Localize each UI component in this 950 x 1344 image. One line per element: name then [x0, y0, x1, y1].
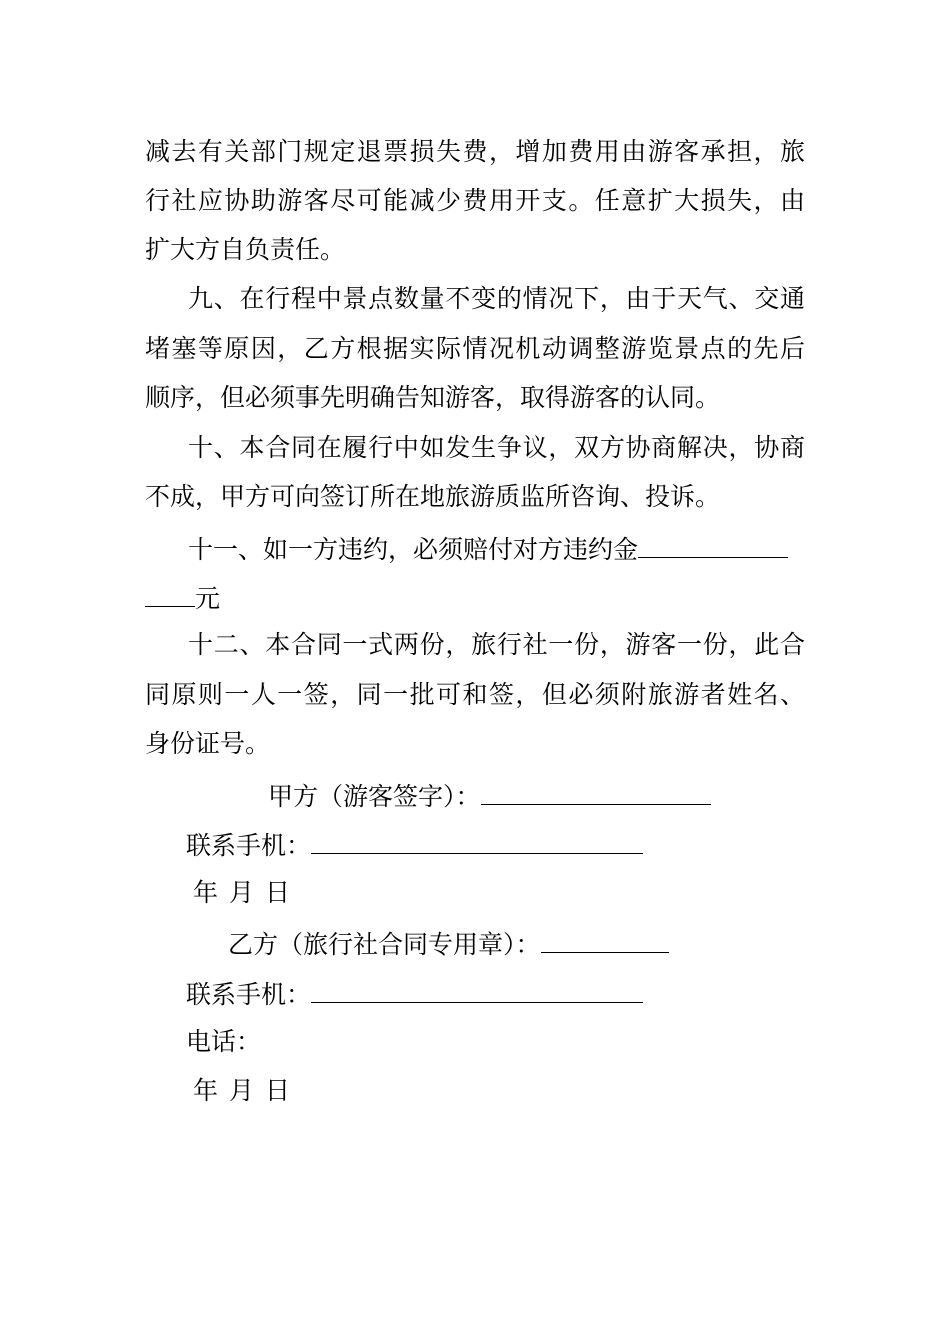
- currency-unit: 元: [195, 584, 221, 613]
- party-b-year: 年: [193, 1076, 219, 1105]
- party-b-phone-row: [186, 972, 643, 1012]
- clause-12-line-2: 同原则一人一签，同一批可和签，但必须附旅游者姓名、: [145, 680, 805, 709]
- party-a-signature-field[interactable]: [481, 774, 711, 805]
- party-b-tel-row: [186, 1022, 261, 1062]
- party-b-phone-label: 联系手机：: [186, 980, 312, 1009]
- penalty-amount-blank[interactable]: [638, 527, 788, 558]
- party-b-seal-field[interactable]: [541, 922, 669, 953]
- party-a-day: 日: [265, 878, 291, 907]
- clause-12-line-3: 身份证号。: [145, 729, 271, 758]
- party-a-phone-label: 联系手机：: [186, 831, 312, 860]
- party-b-day: 日: [265, 1076, 291, 1105]
- clause-12-line-1: 十二、本合同一式两份，旅行社一份，游客一份，此合: [188, 630, 805, 659]
- party-b-phone-field[interactable]: [311, 972, 643, 1003]
- party-b-seal-row: [228, 922, 669, 962]
- clause-8-line-2: 行社应协助游客尽可能减少费用开支。任意扩大损失，由: [145, 186, 805, 215]
- party-a-label: 甲方（游客签字）：: [268, 782, 481, 811]
- party-b-tel-label: 电话：: [186, 1027, 262, 1056]
- clause-9-line-1: 九、在行程中景点数量不变的情况下，由于天气、交通: [188, 284, 805, 313]
- party-a-year: 年: [193, 878, 219, 907]
- clause-8-line-1: 减去有关部门规定退票损失费，增加费用由游客承担，旅: [145, 137, 805, 166]
- party-b-date: [193, 1071, 301, 1111]
- clause-9-line-2: 堵塞等原因，乙方根据实际情况机动调整游览景点的先后: [145, 334, 805, 363]
- party-b-label: 乙方（旅行社合同专用章）：: [228, 930, 541, 959]
- clause-10-line-1: 十、本合同在履行中如发生争议，双方协商解决，协商: [188, 433, 805, 462]
- clause-11-line-2: [145, 576, 220, 616]
- penalty-amount-blank-cont[interactable]: [145, 576, 195, 607]
- party-a-phone-field[interactable]: [311, 823, 643, 854]
- party-a-month: 月: [229, 878, 255, 907]
- party-a-date: [193, 873, 301, 913]
- clause-11-text: 十一、如一方违约，必须赔付对方违约金: [188, 535, 639, 564]
- party-a-signature-row: [268, 774, 711, 814]
- clause-10-line-2: 不成，甲方可向签订所在地旅游质监所咨询、投诉。: [145, 482, 721, 511]
- party-a-phone-row: [186, 823, 643, 863]
- clause-8-line-3: 扩大方自负责任。: [145, 235, 346, 264]
- party-b-month: 月: [229, 1076, 255, 1105]
- clause-9-line-3: 顺序，但必须事先明确告知游客，取得游客的认同。: [145, 383, 721, 412]
- clause-11-line-1: [188, 527, 788, 567]
